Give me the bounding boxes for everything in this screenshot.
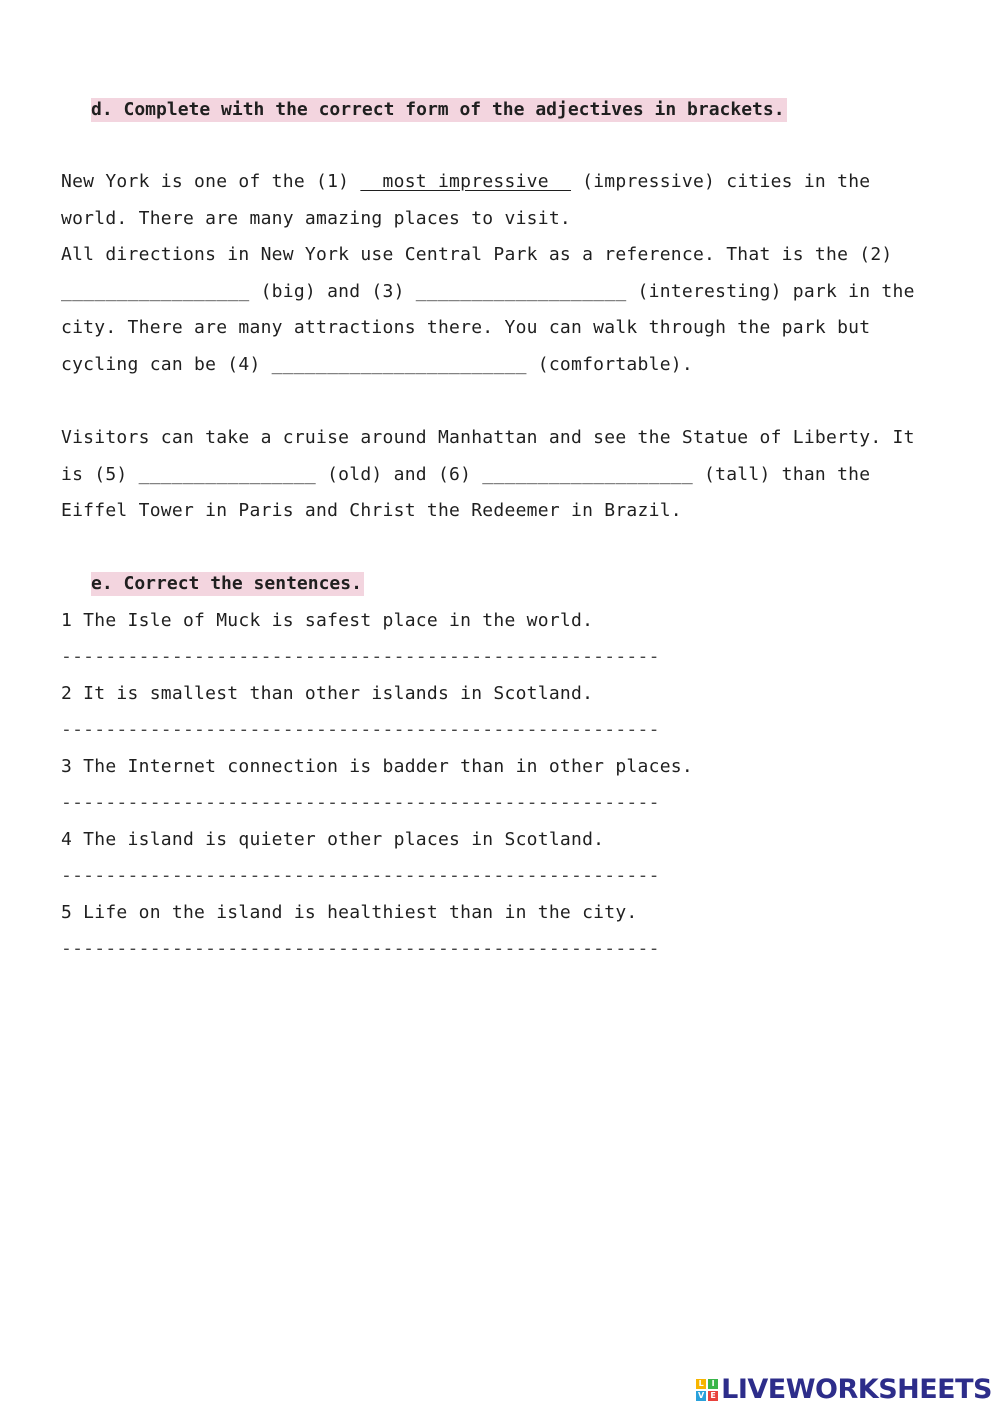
liveworksheets-logo: [696, 1375, 992, 1405]
logo-mark-i: I: [708, 1379, 718, 1389]
sentence-1: 1 The Isle of Muck is safest place in the world.: [61, 610, 594, 631]
section-d-heading: d. Complete with the correct form of the adjectives in brackets.: [91, 99, 785, 120]
answer-line-4[interactable]: ------------------------------------------------------: [61, 865, 660, 886]
paragraph1-line3: All directions in New York use Central Park as a reference. That is the (2): [61, 244, 893, 265]
logo-text: LIVEWORKSHEETS: [721, 1374, 992, 1405]
paragraph1-line1: [61, 170, 870, 194]
answer-line-3[interactable]: ------------------------------------------------------: [61, 792, 660, 813]
answer-line-5[interactable]: ------------------------------------------------------: [61, 938, 660, 959]
text-after-blank-1: (impressive) cities in the: [571, 171, 871, 192]
paragraph1-line4[interactable]: _________________ (big) and (3) ___________________ (interesting) park in the: [61, 281, 915, 302]
text-before-blank-1: New York is one of the (1): [61, 171, 361, 192]
sentence-3: 3 The Internet connection is badder than in other places.: [61, 756, 693, 777]
sentence-5: 5 Life on the island is healthiest than in the city.: [61, 902, 638, 923]
paragraph2-line3: Eiffel Tower in Paris and Christ the Redeemer in Brazil.: [61, 500, 682, 521]
paragraph2-line1: Visitors can take a cruise around Manhattan and see the Statue of Liberty. It: [61, 427, 915, 448]
answer-line-1[interactable]: ------------------------------------------------------: [61, 646, 660, 667]
logo-mark-icon: [696, 1379, 718, 1401]
logo-mark-e: E: [708, 1391, 718, 1401]
paragraph1-line5: city. There are many attractions there. You can walk through the park but: [61, 317, 871, 338]
sentence-4: 4 The island is quieter other places in Scotland.: [61, 829, 605, 850]
answer-line-2[interactable]: ------------------------------------------------------: [61, 719, 660, 740]
paragraph2-line2[interactable]: is (5) ________________ (old) and (6) ___________________ (tall) than the: [61, 464, 871, 485]
paragraph1-line2: world. There are many amazing places to visit.: [61, 208, 571, 229]
logo-mark-l: L: [696, 1379, 706, 1389]
section-e-heading: e. Correct the sentences.: [91, 573, 362, 594]
sentence-2: 2 It is smallest than other islands in Scotland.: [61, 683, 594, 704]
logo-mark-v: V: [698, 1391, 705, 1400]
paragraph1-line6[interactable]: cycling can be (4) _______________________ (comfortable).: [61, 354, 693, 375]
answer-blank-1[interactable]: most impressive: [360, 171, 572, 192]
